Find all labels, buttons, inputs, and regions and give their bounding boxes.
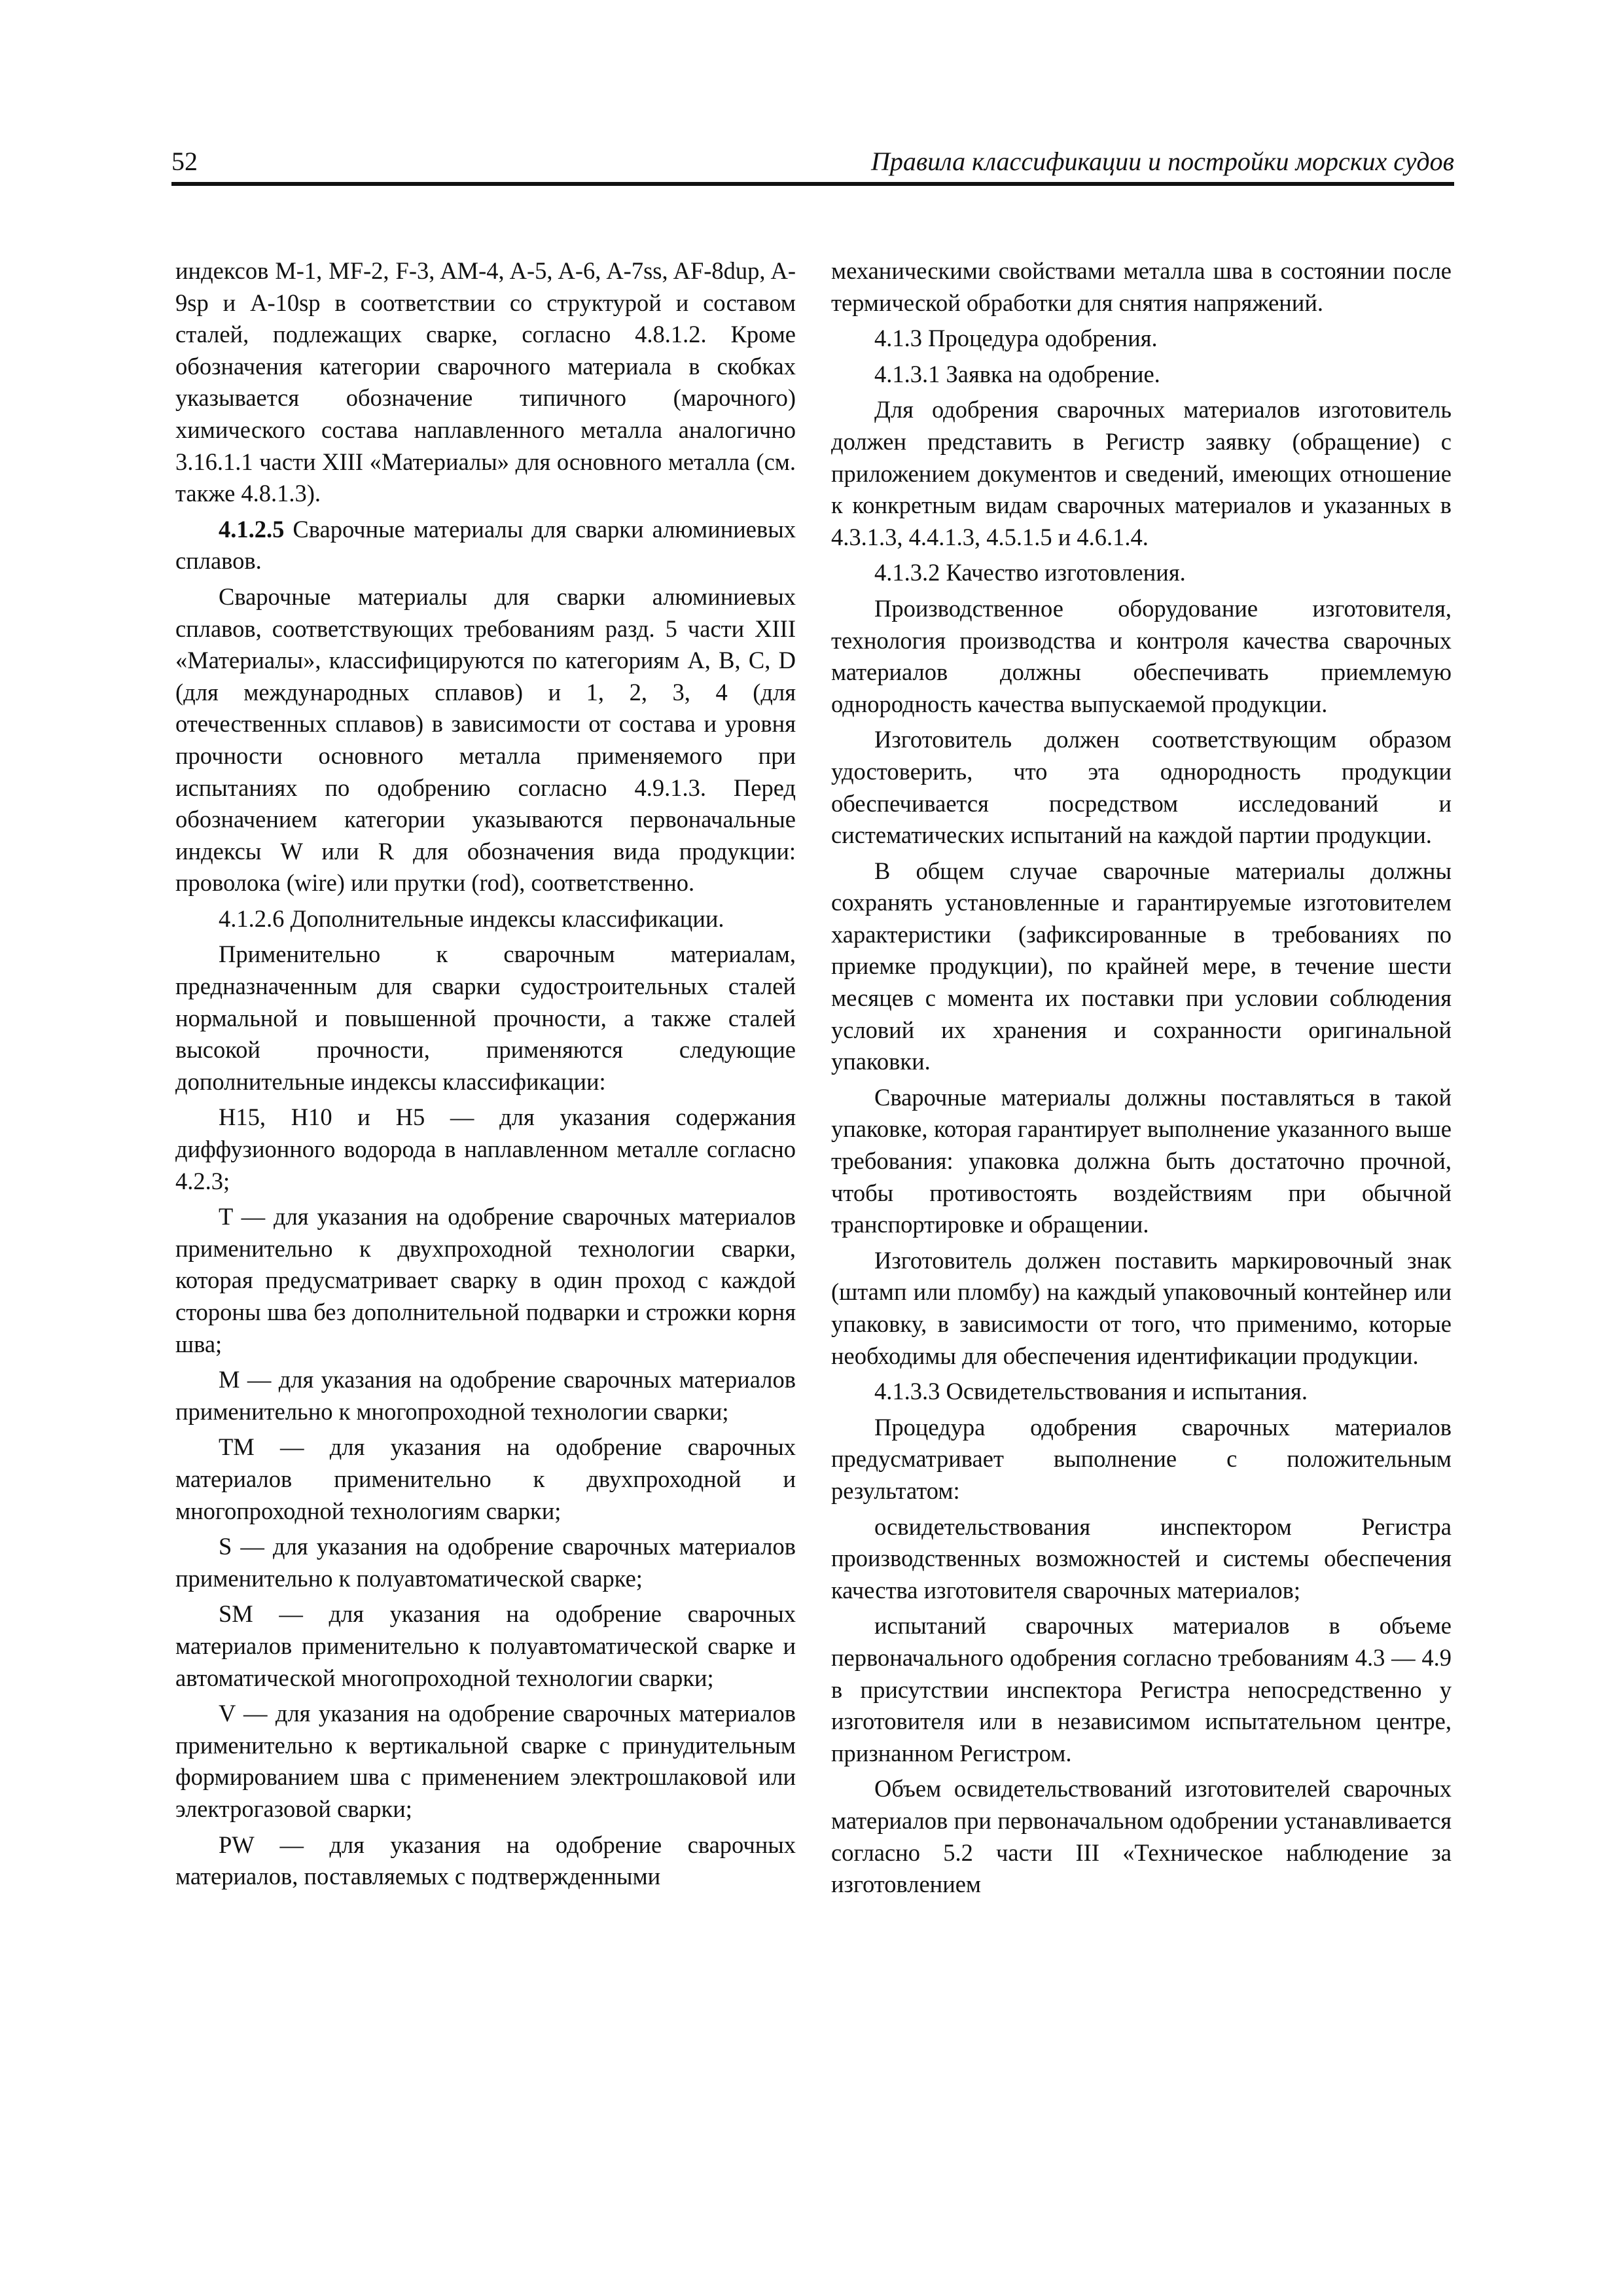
section-heading: 4.1.3.1 Заявка на одобрение. bbox=[874, 360, 1160, 387]
paragraph: Производственное оборудование изготовителя, технология производства и контроля качества сварочных материалов должны обеспечивать приемлемую однородность качества выпускаемой продукции. bbox=[831, 594, 1452, 717]
paragraph: Изготовитель должен поставить маркировочный знак (штамп или пломбу) на каждый упаковочный контейнер или упаковку, в зависимости от того, что применимо, которые необходимы для обеспечения идентификации продукции. bbox=[831, 1246, 1452, 1369]
running-title: Правила классификации и постройки морских судов bbox=[870, 147, 1454, 176]
paragraph: Объем освидетельствований изготовителей сварочных материалов при первоначальном одобрении устанавливается согласно 5.2 части III «Техническое наблюдение за изготовлением bbox=[831, 1775, 1452, 1898]
section-number: 4.1.2.5 bbox=[219, 515, 285, 543]
paragraph: Применительно к сварочным материалам, предназначенным для сварки судостроительных сталей нормальной и повышенной прочности, а также сталей высокой прочности, применяются следующие дополнительные индексы классификации: bbox=[175, 941, 796, 1095]
paragraph: В общем случае сварочные материалы должны сохранять установленные и гарантируемые изготовителем характеристики (зафиксированные в требованиях по приемке продукции), по крайней мере, в течение шести месяцев с момента их поставки при условии соблюдения условий их хранения и сохранности оригинальной упаковки. bbox=[831, 857, 1452, 1075]
list-item: S — для указания на одобрение сварочных материалов применительно к полуавтоматической сварке; bbox=[175, 1533, 796, 1592]
paragraph: Сварочные материалы для сварки алюминиевых сплавов, соответствующих требованиям разд. 5 части XIII «Материалы», классифицируются по категориям A, B, C, D (для международных сплавов) и 1, 2, 3, 4 (для отечественных сплавов) в зависимости от состава и уровня прочности основного металла применяемого при испытаниях по одобрению согласно 4.9.1.3. Перед обозначением категории указываются первоначальные индексы W или R для обозначения вида продукции: проволока (wire) или прутки (rod), соответственно. bbox=[175, 583, 796, 897]
paragraph: индексов M-1, MF-2, F-3, AM-4, A-5, A-6, A-7ss, AF-8dup, A-9sp и A-10sp в соответствии со структурой и составом сталей, подлежащих сварке, согласно 4.8.1.2. Кроме обозначения категории сварочного материала в скобках указывается обозначение типичного (марочного) химического состава наплавленного металла аналогично 3.16.1.1 части XIII «Материалы» для основного металла (см. также 4.8.1.3). bbox=[175, 257, 796, 507]
paragraph: Процедура одобрения сварочных материалов предусматривает выполнение с положительным результатом: bbox=[831, 1413, 1452, 1504]
list-item: испытаний сварочных материалов в объеме первоначального одобрения согласно требованиям 4.3 — 4.9 в присутствии инспектора Регистра непосредственно у изготовителя или в независимом испытательном центре, признанном Регистром. bbox=[831, 1612, 1452, 1767]
list-item: PW — для указания на одобрение сварочных материалов, поставляемых с подтвержденными bbox=[175, 1831, 796, 1890]
paragraph: Для одобрения сварочных материалов изготовитель должен представить в Регистр заявку (обращение) с приложением документов и сведений, имеющих отношение к конкретным видам сварочных материалов и указанных в 4.3.1.3, 4.4.1.3, 4.5.1.5 и 4.6.1.4. bbox=[831, 396, 1452, 550]
page-number: 52 bbox=[171, 147, 198, 176]
list-item: H15, H10 и H5 — для указания содержания диффузионного водорода в наплавленном металле согласно 4.2.3; bbox=[175, 1103, 796, 1194]
section-heading: 4.1.3.2 Качество изготовления. bbox=[874, 559, 1186, 586]
section-heading: 4.1.3.3 Освидетельствования и испытания. bbox=[874, 1378, 1308, 1405]
paragraph: Сварочные материалы должны поставляться в такой упаковке, которая гарантирует выполнение указанного выше требования: упаковка должна быть достаточно прочной, чтобы противостоять воздействиям при обычной транспортировке и обращении. bbox=[831, 1083, 1452, 1238]
right-column bbox=[831, 255, 1452, 1905]
section-title: Сварочные материалы для сварки алюминиевых сплавов. bbox=[175, 515, 796, 575]
section-heading bbox=[175, 514, 796, 577]
section-heading: 4.1.2.6 Дополнительные индексы классификации. bbox=[219, 905, 724, 932]
section-heading: 4.1.3 Процедура одобрения. bbox=[874, 325, 1158, 352]
list-item: V — для указания на одобрение сварочных материалов применительно к вертикальной сварке с принудительным формированием шва с применением электрошлаковой или электрогазовой сварки; bbox=[175, 1700, 796, 1822]
paragraph: Изготовитель должен соответствующим образом удостоверить, что эта однородность продукции обеспечивается посредством исследований и систематических испытаний на каждой партии продукции. bbox=[831, 726, 1452, 849]
list-item: освидетельствования инспектором Регистра производственных возможностей и системы обеспечения качества изготовителя сварочных материалов; bbox=[831, 1513, 1452, 1604]
list-item: TM — для указания на одобрение сварочных материалов применительно к двухпроходной и многопроходной технологиям сварки; bbox=[175, 1433, 796, 1524]
left-column bbox=[175, 255, 796, 1897]
page-header bbox=[171, 145, 1454, 186]
paragraph: механическими свойствами металла шва в состоянии после термической обработки для снятия напряжений. bbox=[831, 257, 1452, 316]
list-item: SM — для указания на одобрение сварочных материалов применительно к полуавтоматической сварке и автоматической многопроходной технологии сварки; bbox=[175, 1600, 796, 1691]
list-item: M — для указания на одобрение сварочных материалов применительно к многопроходной технологии сварки; bbox=[175, 1366, 796, 1425]
list-item: T — для указания на одобрение сварочных материалов применительно к двухпроходной технологии сварки, которая предусматривает сварку в один проход с каждой стороны шва без дополнительной подварки и строжки корня шва; bbox=[175, 1203, 796, 1357]
